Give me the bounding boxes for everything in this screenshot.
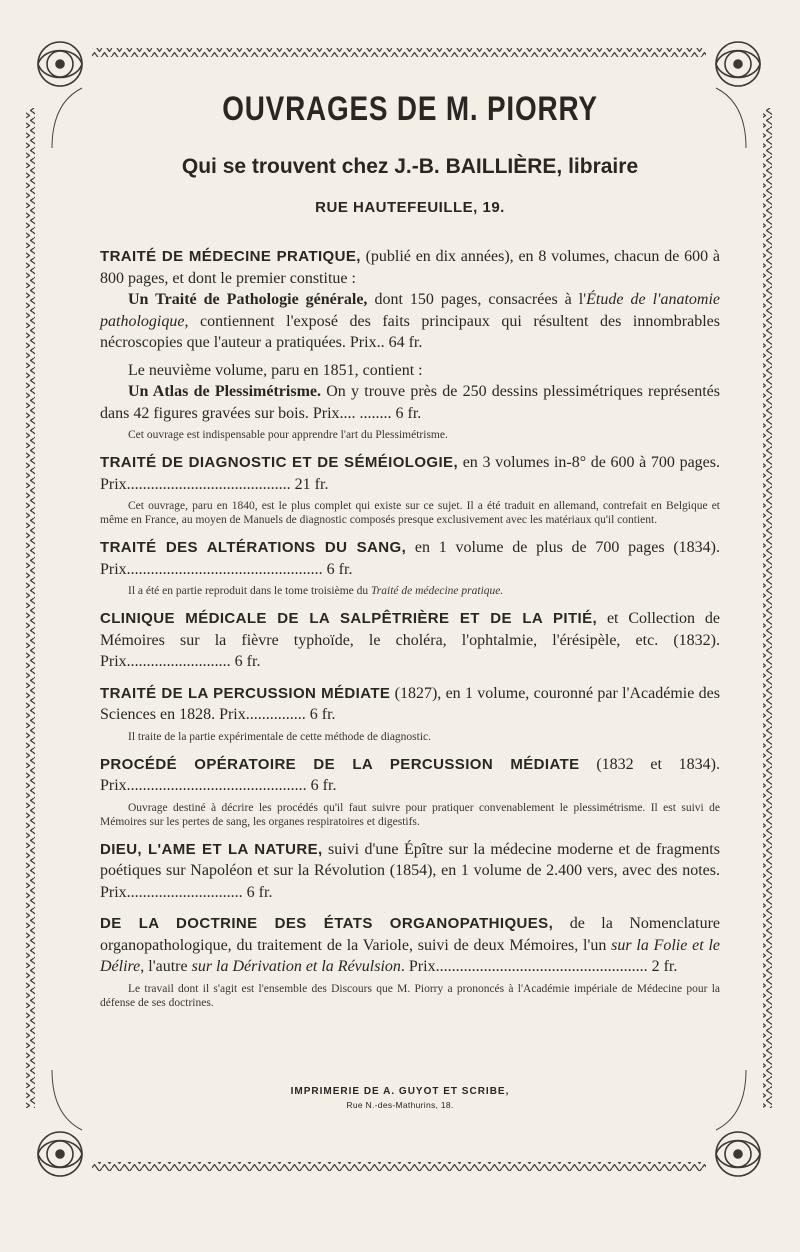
- entry-description: (1832 et 1834). Prix.............................................: [100, 755, 721, 794]
- entry-heading: DE LA DOCTRINE DES ÉTATS ORGANOPATHIQUES,: [100, 915, 554, 932]
- entry-text: [100, 381, 720, 424]
- entry-heading: DIEU, L'AME ET LA NATURE,: [100, 840, 323, 858]
- entry-description: et Collection de Mémoires sur la fièvre typhoïde, le choléra, l'ophtalmie, l'érésipèle, etc. (1832). Prix..........................: [100, 610, 720, 670]
- book-entry-dieu-ame-nature: [100, 839, 720, 904]
- printer-address: Rue N.-des-Mathurins, 18.: [346, 1100, 454, 1110]
- book-entry-traite-medecine-pratique: [100, 246, 720, 442]
- corner-ornament-top-right: [716, 42, 760, 86]
- entry-price: 64 fr.: [384, 334, 423, 351]
- entry-note: Cet ouvrage, paru en 1840, est le plus complet qui existe sur ce sujet. Il a été traduit en allemand, contrefait en Belgique et même en France, au moyen de Manuels de diagnostic composés presque exclusivement avec les matériaux qu'il contient.: [100, 500, 720, 526]
- corner-ornament-bottom-left: [38, 1132, 82, 1176]
- note-italic-title: Traité de médecine pratique.: [371, 585, 504, 597]
- printer-imprint: [0, 1086, 800, 1110]
- entry-description: . Prix.....................................................: [400, 958, 648, 975]
- entry-text: [100, 839, 720, 904]
- note-text: Il a été en partie reproduit dans le tome troisième du: [128, 585, 372, 597]
- entry-subheading: Un Atlas de Plessimétrisme.: [128, 383, 321, 400]
- entry-description: , contiennent l'exposé des faits principaux qui résultent des innombrables nécroscopies que l'auteur a pratiquées. Prix..: [100, 312, 720, 351]
- printer-name: IMPRIMERIE DE A. GUYOT ET SCRIBE,: [290, 1086, 510, 1097]
- entry-price: 6 fr.: [391, 404, 422, 422]
- entry-description: en 3 volumes in-8° de 600 à 700 pages. Prix.........................................: [100, 454, 721, 493]
- entry-text: [100, 913, 720, 978]
- entry-note: Il traite de la partie expérimentale de cette méthode de diagnostic.: [128, 730, 432, 743]
- book-entry-etats-organopathiques: [100, 913, 720, 1010]
- entry-price: 2 fr.: [647, 958, 678, 975]
- page-title: OUVRAGES DE M. PIORRY: [222, 90, 598, 128]
- entry-description: de la Nomenclature organopathologique, du traitement de la Variole, suivi de deux Mémoires, l'un: [100, 915, 720, 954]
- entry-text: [100, 289, 720, 354]
- book-entry-percussion-mediate: [100, 683, 720, 744]
- entry-subheading: Un Traité de Pathologie générale,: [128, 291, 368, 308]
- entry-price: 6 fr.: [306, 777, 337, 794]
- entry-heading: TRAITÉ DE LA PERCUSSION MÉDIATE: [100, 684, 391, 702]
- entry-italic-title: Étude de l'anatomie pathologique: [100, 291, 720, 330]
- entry-text: [100, 683, 720, 726]
- entry-text: [100, 452, 720, 495]
- main-content: [100, 90, 720, 1010]
- entry-description: On y trouve près de 250 dessins plessimétriques représentés dans 42 figures gravées sur bois. Prix.... ........: [100, 383, 720, 422]
- book-entry-alterations-sang: [100, 537, 720, 598]
- entry-heading: PROCÉDÉ OPÉRATOIRE DE LA PERCUSSION MÉDIATE: [100, 755, 580, 773]
- corner-ornament-top-left: [38, 42, 82, 86]
- book-entry-traite-diagnostic: [100, 452, 720, 527]
- entry-description: dont 150 pages, consacrées à l': [367, 291, 587, 308]
- entry-description: en 1 volume de plus de 700 pages (1834). Prix.................................................: [100, 539, 721, 578]
- entry-price: 6 fr.: [242, 883, 273, 901]
- publisher-address: RUE HAUTEFEUILLE, 19.: [315, 199, 505, 216]
- publisher-line: Qui se trouvent chez J.-B. BAILLIÈRE, libraire: [181, 155, 639, 178]
- book-entry-procede-operatoire: [100, 754, 720, 829]
- entry-note: Le travail dont il s'agit est l'ensemble des Discours que M. Piorry a prononcés à l'Académie impériale de Médecine pour la défense de ses doctrines.: [100, 982, 720, 1009]
- entry-note: Cet ouvrage est indispensable pour apprendre l'art du Plessimétrisme.: [128, 429, 448, 441]
- entry-description: (publié en dix années), en 8 volumes, chacun de 600 à 800 pages, et dont le premier constitue :: [100, 248, 720, 287]
- entry-description: (1827), en 1 volume, couronné par l'Académie des Sciences en 1828. Prix...............: [100, 684, 720, 723]
- entry-price: 21 fr.: [290, 475, 329, 493]
- entry-note: Ouvrage destiné à décrire les procédés qu'il faut suivre pour pratiquer convenablement le plessimétrisme. Il est suivi de Mémoires sur les pertes de sang, les organes respiratoires et digestifs.: [100, 801, 720, 828]
- entry-note: [100, 584, 720, 598]
- entry-text: Le neuvième volume, paru en 1851, contient :: [128, 361, 423, 379]
- corner-ornament-bottom-right: [716, 1132, 760, 1176]
- entry-heading: TRAITÉ DE MÉDECINE PRATIQUE,: [100, 248, 361, 265]
- book-entry-clinique-salpetriere: [100, 608, 720, 673]
- entry-heading: TRAITÉ DE DIAGNOSTIC ET DE SÉMÉIOLOGIE,: [100, 454, 459, 471]
- entry-text: [100, 246, 720, 289]
- entry-italic-title: sur la Dérivation et la Révulsion: [191, 958, 401, 975]
- entry-italic-title: sur la Folie et le Délire: [100, 936, 720, 975]
- entry-heading: TRAITÉ DES ALTÉRATIONS DU SANG,: [100, 539, 407, 556]
- entry-price: 6 fr.: [305, 706, 336, 723]
- entry-price: 6 fr.: [322, 560, 353, 578]
- entry-price: 6 fr.: [230, 653, 261, 670]
- entry-text: [100, 608, 720, 673]
- book-list: [100, 246, 720, 1010]
- entry-description: suivi d'une Épître sur la médecine moderne et de fragments poétiques sur Napoléon et sur la Révolution (1854), en 1 volume de 2.400 vers, avec des notes. Prix.............................: [100, 840, 720, 901]
- entry-heading: CLINIQUE MÉDICALE DE LA SALPÊTRIÈRE ET DE LA PITIÉ,: [100, 610, 598, 627]
- entry-text: [100, 537, 720, 580]
- entry-text: [100, 754, 720, 797]
- entry-description: , l'autre: [140, 958, 192, 975]
